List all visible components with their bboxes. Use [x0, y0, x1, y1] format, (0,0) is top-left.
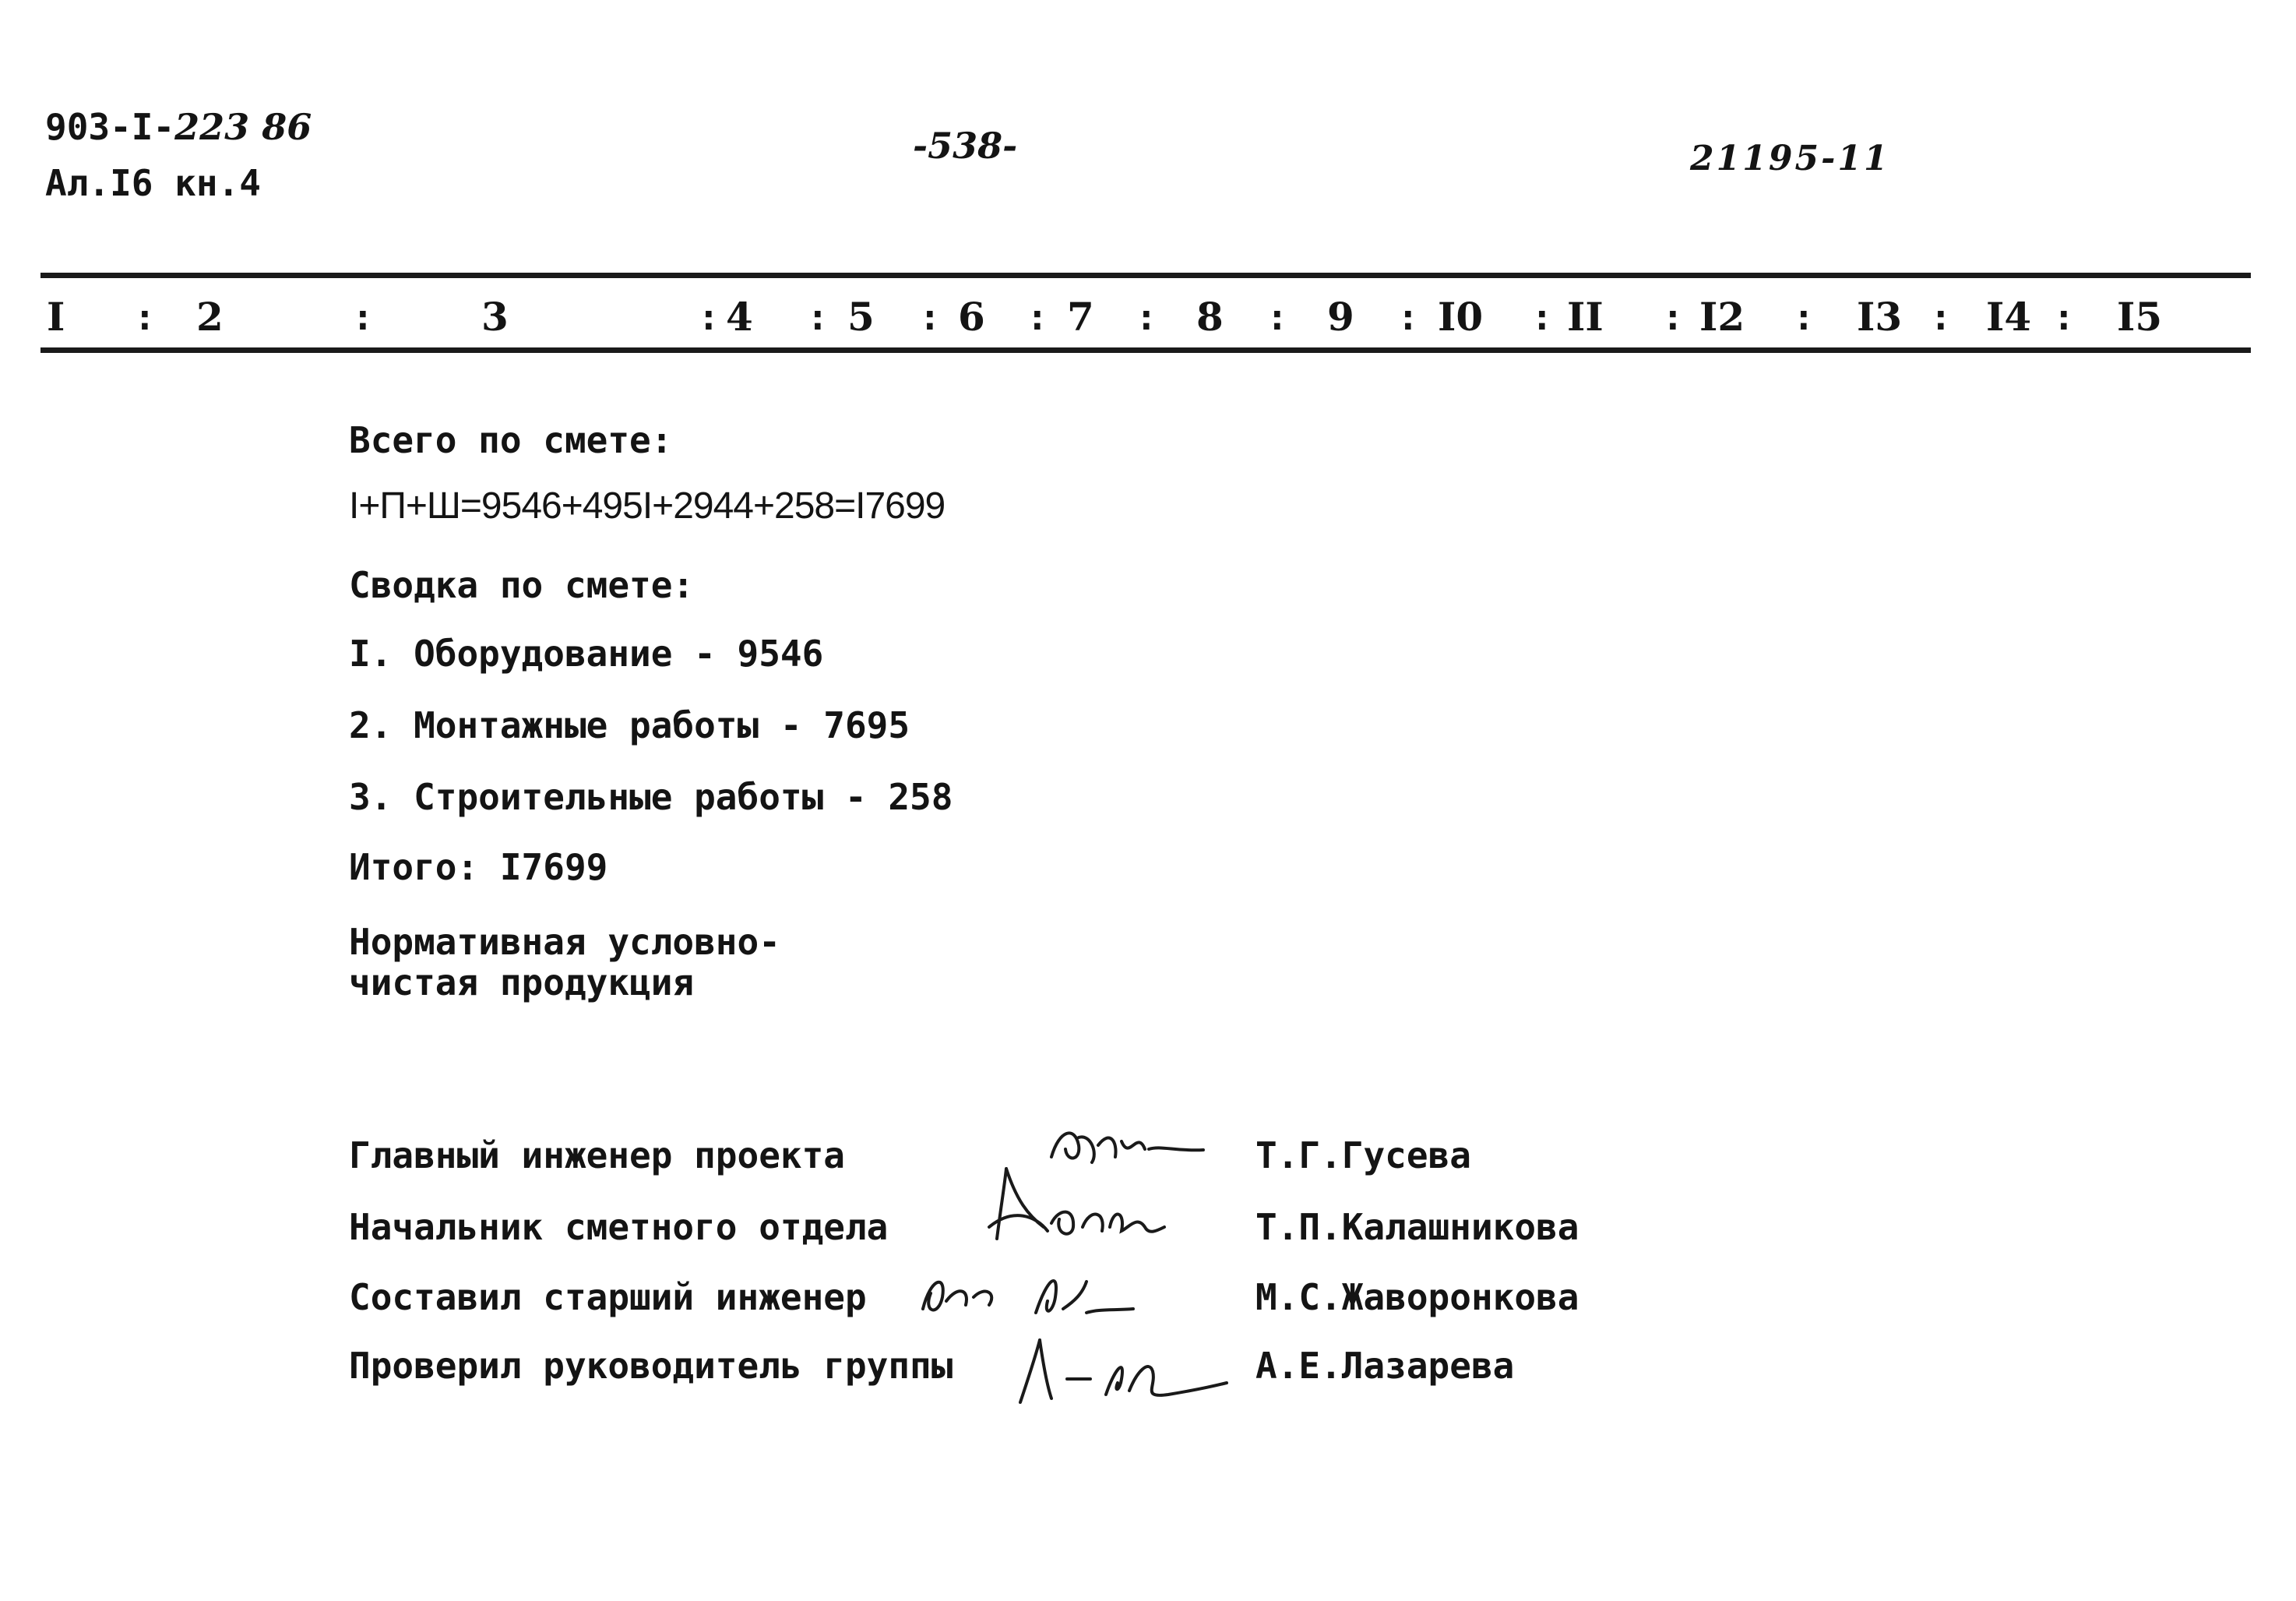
column-separator: :: [807, 296, 829, 338]
column-number: I0: [1438, 294, 1484, 340]
header-rule-top: [40, 273, 2251, 278]
breakdown-item: I. Оборудование - 9546: [349, 633, 824, 675]
column-number: 5: [847, 294, 875, 340]
column-separator: :: [134, 296, 156, 338]
column-separator: :: [1930, 296, 1952, 338]
column-separator: :: [1266, 296, 1288, 338]
signature-name-chief-engineer: Т.Г.Гусева: [1255, 1134, 1471, 1176]
column-separator: :: [1397, 296, 1419, 338]
column-separator: :: [1662, 296, 1684, 338]
signature-mark-compiler: [911, 1254, 1145, 1332]
signature-name-estimate-head: Т.П.Калашникова: [1255, 1206, 1579, 1248]
header-rule-bottom: [40, 347, 2251, 353]
column-number: 8: [1196, 294, 1224, 340]
breakdown-item: 3. Строительные работы - 258: [349, 776, 953, 818]
normative-label-line2: чистая продукция: [349, 961, 695, 1003]
signature-name-compiler: М.С.Жаворонкова: [1255, 1276, 1579, 1318]
total-label: Всего по смете:: [349, 419, 673, 461]
column-number: 2: [196, 294, 224, 340]
column-number: I3: [1857, 294, 1903, 340]
signature-mark-estimate-head: [974, 1153, 1176, 1254]
column-number: I2: [1699, 294, 1745, 340]
breakdown-item: 2. Монтажные работы - 7695: [349, 704, 910, 746]
column-number: I5: [2117, 294, 2163, 340]
signature-role-checker: Проверил руководитель группы: [349, 1345, 953, 1387]
column-separator: :: [2053, 296, 2075, 338]
signature-role-estimate-head: Начальник сметного отдела: [349, 1206, 889, 1248]
signature-role-compiler: Составил старший инженер: [349, 1276, 867, 1318]
column-number: I: [47, 294, 65, 340]
normative-label-line1: Нормативная условно-: [349, 921, 780, 963]
column-separator: :: [1793, 296, 1815, 338]
itogo-total: Итого: I7699: [349, 846, 608, 888]
column-number: 4: [726, 294, 753, 340]
column-separator: :: [919, 296, 941, 338]
signature-name-checker: А.Е.Лазарева: [1255, 1345, 1515, 1387]
column-number: 7: [1067, 294, 1094, 340]
document-code-handwritten: 223 86: [174, 106, 312, 148]
breakdown-label: Сводка по смете:: [349, 564, 695, 606]
column-number: 6: [958, 294, 985, 340]
column-number: I4: [1986, 294, 2032, 340]
column-separator: :: [1027, 296, 1048, 338]
signature-role-chief-engineer: Главный инженер проекта: [349, 1134, 845, 1176]
column-number: 9: [1327, 294, 1354, 340]
column-separator: :: [698, 296, 720, 338]
column-separator: :: [1136, 296, 1157, 338]
album-reference: Ал.I6 кн.4: [45, 162, 261, 204]
document-code: [45, 106, 312, 148]
archive-number: 21195-11: [1690, 139, 1890, 178]
column-number: 3: [481, 294, 509, 340]
column-separator: :: [1531, 296, 1553, 338]
column-separator: :: [352, 296, 374, 338]
page-number: -538-: [913, 125, 1018, 167]
column-number: II: [1567, 294, 1604, 340]
signature-mark-checker: [1005, 1324, 1231, 1410]
document-code-typed: 903-I-: [45, 106, 175, 148]
total-formula: I+П+Ш=9546+495I+2944+258=I7699: [349, 485, 946, 527]
